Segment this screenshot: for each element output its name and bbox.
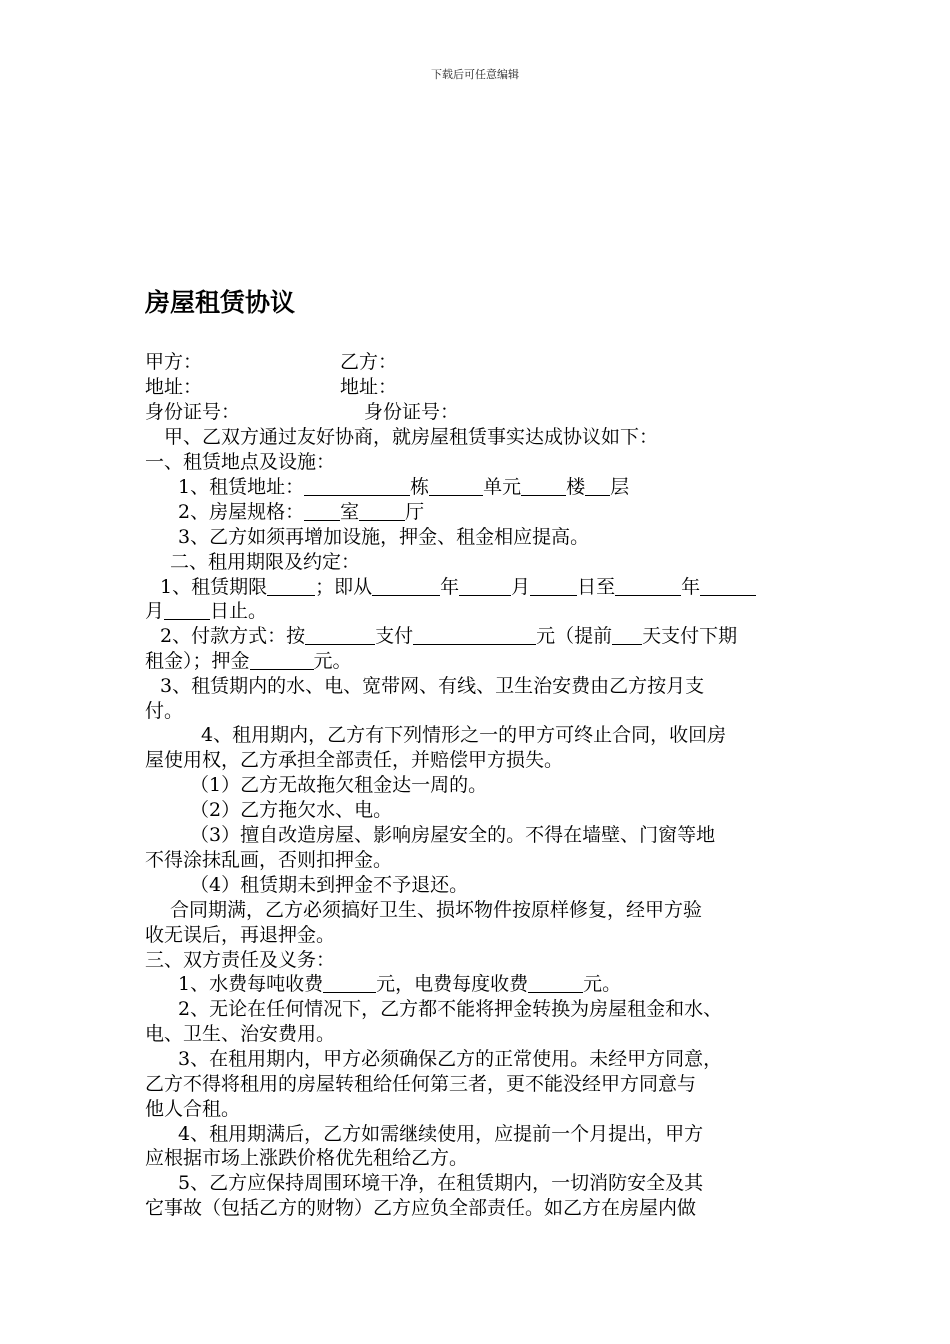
- s2-clause-4: （4）租赁期未到押金不予退还。: [190, 874, 469, 896]
- address-b-label: 地址：: [340, 376, 398, 398]
- s3-item-1: [178, 972, 621, 996]
- s2-item-3-line-2: 付。: [145, 700, 184, 722]
- s2-item-1-line-2: [145, 599, 267, 623]
- s2-clause-2: （2）乙方拖欠水、电。: [190, 799, 393, 821]
- blank-field: [528, 973, 583, 993]
- s3-item-1-text-c: 元。: [583, 973, 622, 995]
- s2-item-2-text-e: 租金）；押金: [145, 650, 250, 672]
- s1-item-1-text-b: 单元: [483, 476, 522, 498]
- section-2-heading: 二、租用期限及约定：: [170, 551, 361, 573]
- s2-end-line-2: 收无误后，再退押金。: [145, 924, 336, 946]
- blank-field: [304, 476, 410, 496]
- s1-item-2-label: 2、房屋规格：: [178, 501, 305, 523]
- blank-field: [164, 600, 210, 620]
- s2-item-1-text-h: 日止。: [210, 600, 268, 622]
- s3-item-1-text-b: 元，电费每度收费: [376, 973, 529, 995]
- blank-field: [413, 625, 536, 645]
- s3-item-3-line-2: 乙方不得将租用的房屋转租给任何第三者，更不能没经甲方同意与: [145, 1073, 697, 1095]
- s2-clause-3-line-2: 不得涂抹乱画，否则扣押金。: [145, 849, 393, 871]
- id-b-label: 身份证号：: [364, 401, 460, 423]
- s1-item-1-label: 1、租赁地址：: [178, 476, 305, 498]
- s2-clause-1: （1）乙方无故拖欠租金达一周的。: [190, 774, 488, 796]
- blank-field: [612, 625, 642, 645]
- s2-item-1-text-e: 日至: [577, 576, 616, 598]
- blank-field: [359, 501, 405, 521]
- s2-item-2-line-1: [160, 624, 737, 648]
- s3-item-3-line-3: 他人合租。: [145, 1098, 241, 1120]
- s3-item-2-line-2: 电、卫生、治安费用。: [145, 1023, 336, 1045]
- blank-field: [323, 973, 376, 993]
- s2-item-1-text-c: 年: [440, 576, 460, 598]
- blank-field: [585, 476, 610, 496]
- s3-item-5-line-1: 5、乙方应保持周围环境干净，在租赁期内，一切消防安全及其: [178, 1172, 704, 1194]
- s2-item-3-line-1: 3、租赁期内的水、电、宽带网、有线、卫生治安费由乙方按月支: [160, 675, 705, 697]
- s2-item-2-line-2: [145, 649, 352, 673]
- document-title: 房屋租赁协议: [145, 288, 296, 317]
- page-header: 下载后可任意编辑: [431, 68, 519, 81]
- section-3-heading: 三、双方责任及义务：: [145, 949, 336, 971]
- s1-item-1-text-d: 层: [610, 476, 630, 498]
- s3-item-4-line-2: 应根据市场上涨跌价格优先租给乙方。: [145, 1147, 469, 1169]
- section-1-heading: 一、租赁地点及设施：: [145, 451, 336, 473]
- s2-item-1-text-a: 1、租赁期限: [160, 576, 268, 598]
- s3-item-4-line-1: 4、租用期满后，乙方如需继续使用，应提前一个月提出，甲方: [178, 1123, 704, 1145]
- blank-field: [305, 625, 375, 645]
- s1-item-1-text-a: 栋: [410, 476, 430, 498]
- s1-item-1: [178, 475, 629, 499]
- s2-end-line-1: 合同期满，乙方必须搞好卫生、损坏物件按原样修复，经甲方验: [170, 899, 703, 921]
- blank-field: [250, 650, 314, 670]
- s2-item-1-line-1: [160, 575, 756, 599]
- intro-paragraph: 甲、乙双方通过友好协商，就房屋租赁事实达成协议如下：: [164, 426, 659, 448]
- s3-item-2-line-1: 2、无论在任何情况下，乙方都不能将押金转换为房屋租金和水、: [178, 998, 723, 1020]
- s2-item-2-text-b: 支付: [375, 625, 414, 647]
- s2-item-1-text-d: 月: [511, 576, 531, 598]
- blank-field: [429, 476, 483, 496]
- s2-item-1-text-f: 年: [681, 576, 701, 598]
- blank-field: [700, 576, 756, 596]
- blank-field: [459, 576, 511, 596]
- s2-item-2-text-f: 元。: [313, 650, 352, 672]
- blank-field: [372, 576, 440, 596]
- id-a-label: 身份证号：: [145, 401, 241, 423]
- blank-field: [530, 576, 577, 596]
- s2-item-4-line-1: 4、租用期内，乙方有下列情形之一的甲方可终止合同，收回房: [201, 724, 727, 746]
- blank-field: [267, 576, 315, 596]
- s1-item-2: [178, 500, 424, 524]
- s1-item-2-text-b: 厅: [405, 501, 425, 523]
- s1-item-1-text-c: 楼: [566, 476, 586, 498]
- blank-field: [521, 476, 566, 496]
- s1-item-3: 3、乙方如须再增加设施，押金、租金相应提高。: [178, 526, 590, 548]
- s3-item-3-line-1: 3、在租用期内，甲方必须确保乙方的正常使用。未经甲方同意，: [178, 1048, 723, 1070]
- s3-item-1-text-a: 1、水费每吨收费: [178, 973, 324, 995]
- blank-field: [615, 576, 681, 596]
- s2-item-1-text-b: ；即从: [315, 576, 373, 598]
- s2-clause-3-line-1: （3）擅自改造房屋、影响房屋安全的。不得在墙壁、门窗等地: [190, 824, 716, 846]
- address-a-label: 地址：: [145, 376, 203, 398]
- s2-item-2-text-d: 天支付下期: [642, 625, 738, 647]
- party-b-label: 乙方：: [340, 351, 398, 373]
- s3-item-5-line-2: 它事故（包括乙方的财物）乙方应负全部责任。如乙方在房屋内做: [145, 1197, 697, 1219]
- s2-item-4-line-2: 屋使用权，乙方承担全部责任，并赔偿甲方损失。: [145, 749, 564, 771]
- blank-field: [304, 501, 340, 521]
- s2-item-2-text-a: 2、付款方式：按: [160, 625, 306, 647]
- s1-item-2-text-a: 室: [340, 501, 360, 523]
- s2-item-2-text-c: 元（提前: [536, 625, 613, 647]
- party-a-label: 甲方：: [145, 351, 203, 373]
- s2-item-1-text-g: 月: [145, 600, 165, 622]
